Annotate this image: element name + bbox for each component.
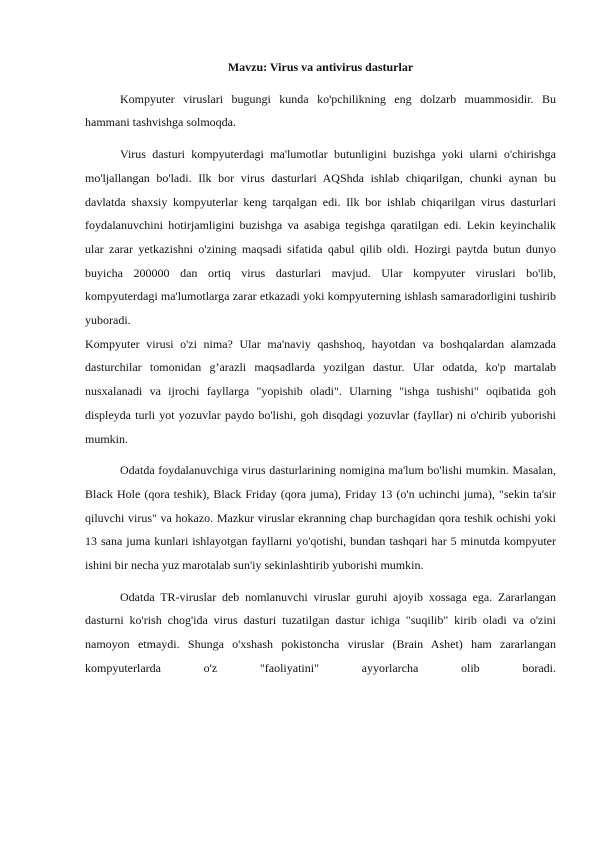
document-page (85, 56, 556, 689)
document-title: Mavzu: Virus va antivirus dasturlar (227, 60, 414, 74)
paragraph-tr-viruses: Odatda TR-viruslar deb nomlanuvchi viruslar guruhi ajoyib xossaga ega. Zararlangan dasturni ko'rish chog'ida virus dasturi tuzatilgan dastur ichiga "suqilib" kirib oladi va o'zini namoyon etmaydi. Shunga o'xshash pokistoncha viruslar (Brain Ashet) ham zararlangan kompyuterlarda o'z "faoliyatini" ayyorlarcha olib boradi. (85, 589, 556, 675)
paragraph-intro: Kompyuter viruslari bugungi kunda ko'pchilikning eng dolzarb muammosidir. Bu hammani tashvishga solmoqda. (85, 91, 556, 130)
paragraph-virus-definition: Virus dasturi kompyuterdagi ma'lumotlar butunligini buzishga yoki ularni o'chirishga mo'ljallangan bo'ladi. Ilk bor virus dasturlari AQShda ishlab chiqarilgan, chunki aynan bu davlatda shaxsiy kompyuterlar keng tarqalgan edi. Ilk bor ishlab chiqarilgan virus dasturlari foydalanuvchini hotirjamligini buzishga va asabiga tegishga qaratilgan edi. Lekin keyinchalik ular zarar yetkazishni o'zining maqsadi sifatida qabul qilib oldi. Hozirgi paytda butun dunyo buyicha 200000 dan ortiq virus dasturlari mavjud. Ular kompyuter viruslari bo'lib, kompyuterdagi ma'lumotlarga zarar etkazadi yoki kompyuterning ishlash samaradorligini tushirib yuboradi. (85, 147, 556, 328)
paragraph-virus-names: Odatda foydalanuvchiga virus dasturlarining nomigina ma'lum bo'lishi mumkin. Masalan, Black Hole (qora teshik), Black Friday (qora juma), Friday 13 (o'n uchinchi juma), "sekin ta'sir qiluvchi virus" va hokazo. Mazkur viruslar ekranning chap burchagidan qora teshik ochishi yoki 13 sana juma kunlari ishlayotgan fayllarni yo'qotishi, bundan tashqari har 5 minutda kompyuter ishini bir necha yuz marotalab sun'iy sekinlashtirib yuborishi mumkin. (85, 463, 556, 573)
paragraph-what-is-virus: Kompyuter virusi o'zi nima? Ular ma'naviy qashshoq, hayotdan va boshqalardan alamzada dasturchilar tomonidan g’arazli maqsadlarda yozilgan dastur. Ular odatda, ko'p martalab nusxalanadi va ijrochi fayllarga "yopishib oladi". Ularning "ishga tushishi" oqibatida goh displeyda turli yot yozuvlar paydo bo'lishi, goh disqdagi yozuvlar (fayllar) ni o'chirib yuborishi mumkin. (85, 336, 556, 446)
